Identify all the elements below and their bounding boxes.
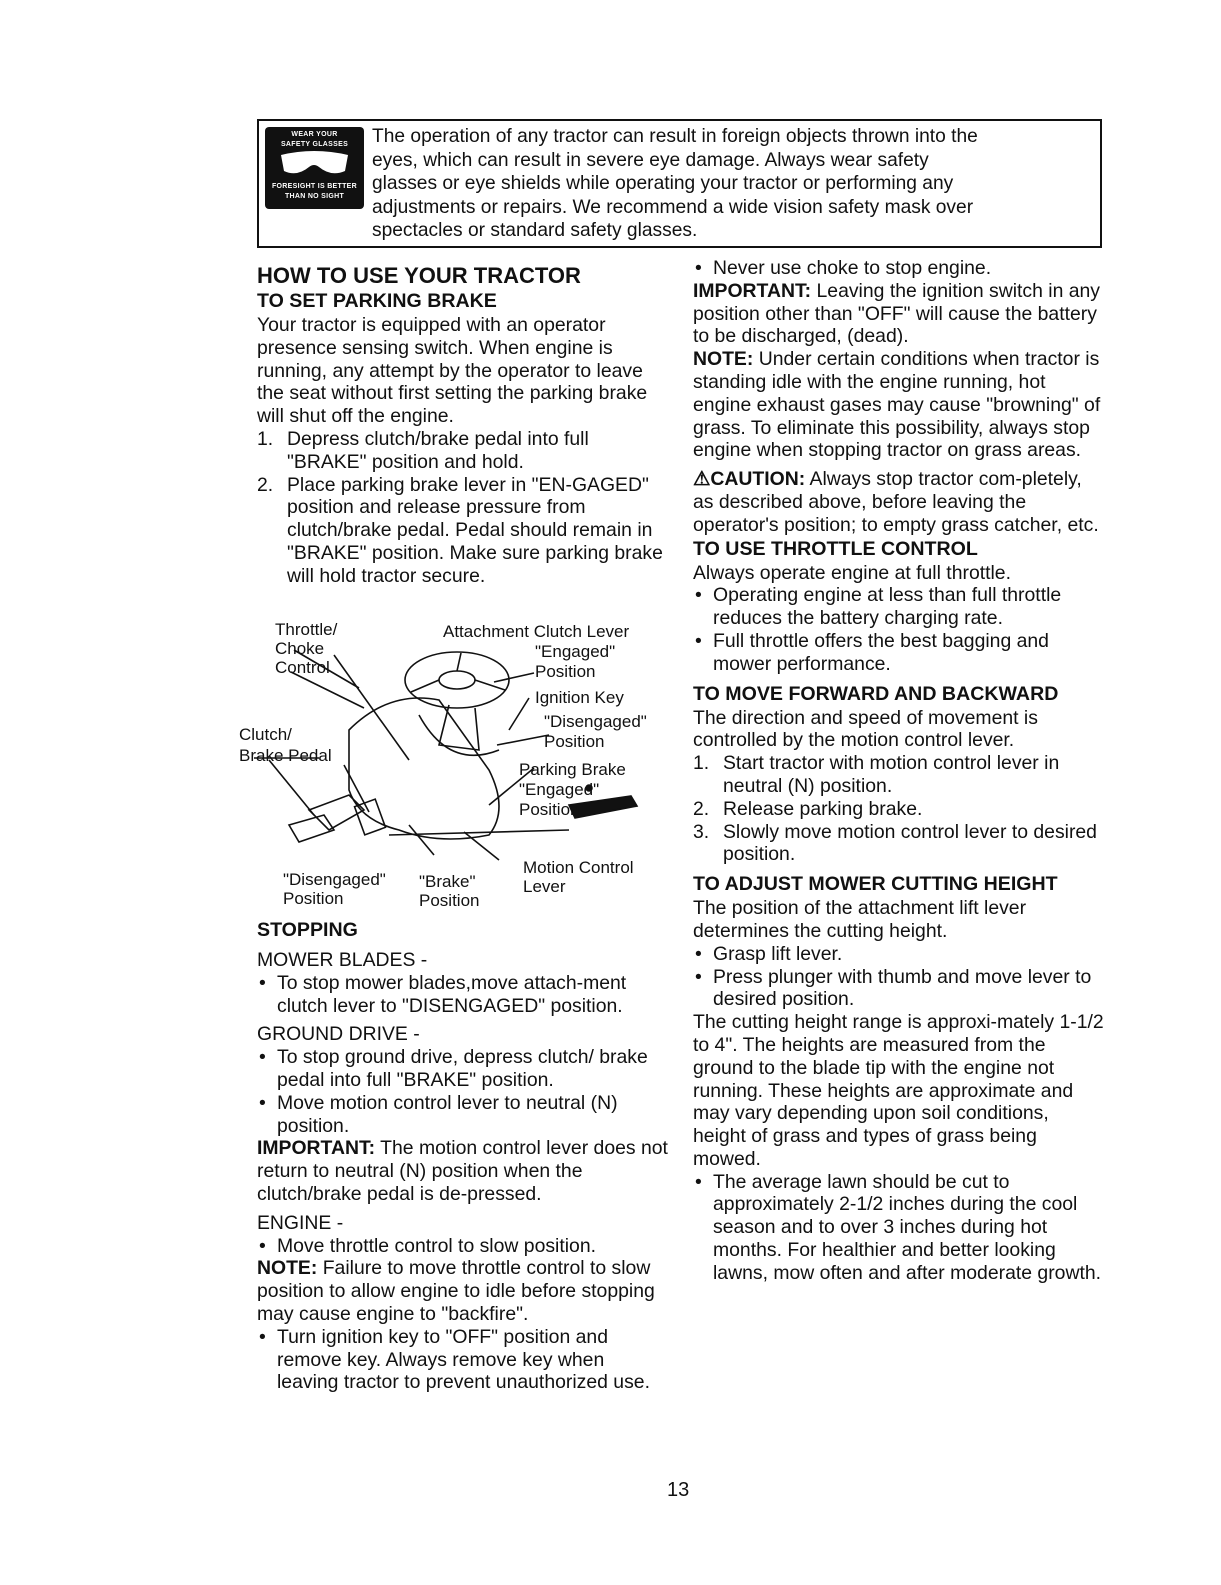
icon-text-4: THAN NO SIGHT — [284, 193, 345, 200]
note-paragraph: NOTE: Under certain conditions when tractor is standing idle with the engine running, hot engine exhaust gases may cause "browning" of grass. To eliminate this possibility, always stop engine when stopping tractor on grass areas. — [693, 348, 1101, 462]
list-item: • The average lawn should be cut to approximately 2-1/2 inches during the cool season and to over 3 inches during hot months. For healthier and better looking lawns, mow often and after moderate growth. — [693, 1171, 1105, 1285]
choke-list — [693, 257, 1105, 280]
engine-list-2 — [257, 1326, 669, 1394]
engine-list — [257, 1235, 669, 1258]
list-item: 1. Depress clutch/brake pedal into full "BRAKE" position and hold. — [257, 427, 589, 473]
throttle-intro: Always operate engine at full throttle. — [693, 561, 1011, 584]
list-item: • Operating engine at less than full throttle reduces the battery charging rate. — [693, 584, 1105, 630]
list-item: 3. Slowly move motion control lever to desired position. — [693, 820, 1097, 866]
icon-text-1: WEAR YOUR — [291, 131, 338, 138]
warning-line: glasses or eye shields while operating your tractor or performing any — [372, 173, 954, 194]
warning-line: adjustments or repairs. We recommend a wide vision safety mask over — [372, 196, 974, 218]
label-brake-position: "Brake" Position — [419, 872, 480, 910]
height-intro: The position of the attachment lift lever determines the cutting height. — [693, 897, 1027, 942]
list-item: • Move throttle control to slow position. — [257, 1235, 669, 1258]
label-disengaged-position: "Disengaged" Position — [544, 712, 647, 751]
note-paragraph: NOTE: Failure to move throttle control to slow position to allow engine to idle before stopping may cause engine to "backfire". — [257, 1257, 655, 1325]
lawn-list — [693, 1171, 1105, 1285]
left-column-bottom — [257, 918, 669, 1394]
mower-blades-heading: MOWER BLADES - — [257, 949, 428, 971]
parking-intro: Your tractor is equipped with an operator presence sensing switch. When engine is running, any attempt by the operator to leave the seat without first setting the parking brake will shut off the engine. — [257, 314, 648, 428]
list-item: 1. Start tractor with motion control lever in neutral (N) position. — [693, 752, 1060, 797]
ground-drive-heading: GROUND DRIVE - — [257, 1023, 420, 1046]
stopping-heading: STOPPING — [257, 919, 358, 941]
list-item: • Press plunger with thumb and move lever to desired position. — [693, 966, 1105, 1012]
tractor-controls-diagram — [239, 620, 669, 912]
safety-glasses-icon — [265, 127, 364, 209]
list-item: • Never use choke to stop engine. — [693, 257, 1105, 280]
important-paragraph: IMPORTANT: The motion control lever does not return to neutral (N) position when the clutch/brake pedal is de-pressed. — [257, 1137, 668, 1205]
mower-list — [257, 972, 669, 1018]
right-column — [693, 257, 1105, 1285]
throttle-heading: TO USE THROTTLE CONTROL — [693, 537, 978, 560]
cutting-height-heading: TO ADJUST MOWER CUTTING HEIGHT — [693, 873, 1058, 896]
parking-steps — [257, 428, 669, 588]
height-text: The cutting height range is approxi-mately 1-1/2 to 4". The heights are measured from the ground to the blade tip with the engine not running. These heights are approximate and may vary depending upon soil conditions, height of grass and types of grass being mowed. — [693, 1011, 1104, 1170]
move-intro: The direction and speed of movement is controlled by the motion control lever. — [693, 706, 1038, 752]
label-throttle-choke: Throttle/ Choke Control — [275, 620, 338, 677]
caution-icon: ⚠ — [693, 468, 711, 491]
label-ignition-key: Ignition Key — [535, 688, 624, 707]
warning-text — [372, 125, 1092, 243]
list-item: 2. Release parking brake. — [693, 797, 923, 820]
list-item: • Turn ignition key to "OFF" position and remove key. Always remove key when leaving tractor to prevent unauthorized use. — [257, 1326, 669, 1394]
list-item: • To stop mower blades,move attach-ment clutch lever to "DISENGAGED" position. — [257, 972, 669, 1018]
parking-brake-heading: TO SET PARKING BRAKE — [257, 290, 497, 312]
label-engaged-position: "Engaged" Position — [535, 642, 616, 681]
icon-text-2: SAFETY GLASSES — [280, 141, 349, 148]
label-parking-brake: Parking Brake "Engaged" Position — [519, 760, 626, 819]
ground-list — [257, 1046, 669, 1137]
list-item: 2. Place parking brake lever in "EN-GAGED" position and release pressure from clutch/brake pedal. Pedal should remain in "BRAKE" position. Make sure parking brake will hold tractor secure. — [257, 473, 663, 587]
page-number: 13 — [667, 1479, 690, 1501]
throttle-list — [693, 584, 1105, 675]
important-paragraph: IMPORTANT: Leaving the ignition switch in any position other than "OFF" will cause the battery to be discharged, (dead). — [693, 279, 1101, 348]
height-list — [693, 943, 1105, 1011]
warning-line: The operation of any tractor can result in foreign objects thrown into the — [372, 126, 978, 147]
move-heading: TO MOVE FORWARD AND BACKWARD — [693, 682, 1059, 705]
label-disengaged-pedal: "Disengaged" Position — [283, 870, 386, 908]
move-steps — [693, 752, 1105, 866]
caution-paragraph: ⚠CAUTION: Always stop tractor com-pletely, as described above, before leaving the operator's position; to empty grass catcher, etc. — [693, 468, 1099, 536]
warning-line: eyes, which can result in severe eye damage. Always wear safety — [372, 149, 929, 171]
left-column-top — [257, 262, 669, 588]
label-motion-control-lever: Motion Control Lever — [523, 858, 634, 896]
icon-text-3: FORESIGHT IS BETTER — [271, 183, 358, 190]
warning-line: spectacles or standard safety glasses. — [372, 220, 698, 241]
list-item: • Full throttle offers the best bagging and mower performance. — [693, 630, 1105, 676]
label-clutch-brake-pedal: Clutch/ Brake Pedal — [239, 725, 332, 765]
list-item: • To stop ground drive, depress clutch/ brake pedal into full "BRAKE" position. — [257, 1046, 669, 1092]
list-item: • Move motion control lever to neutral (N) position. — [257, 1092, 669, 1138]
engine-heading: ENGINE - — [257, 1211, 344, 1234]
safety-warning-box — [257, 119, 1102, 248]
page-title: HOW TO USE YOUR TRACTOR — [257, 263, 581, 288]
label-attachment-clutch: Attachment Clutch Lever — [443, 622, 630, 641]
list-item: • Grasp lift lever. — [693, 943, 1105, 966]
goggles-icon — [279, 149, 350, 177]
